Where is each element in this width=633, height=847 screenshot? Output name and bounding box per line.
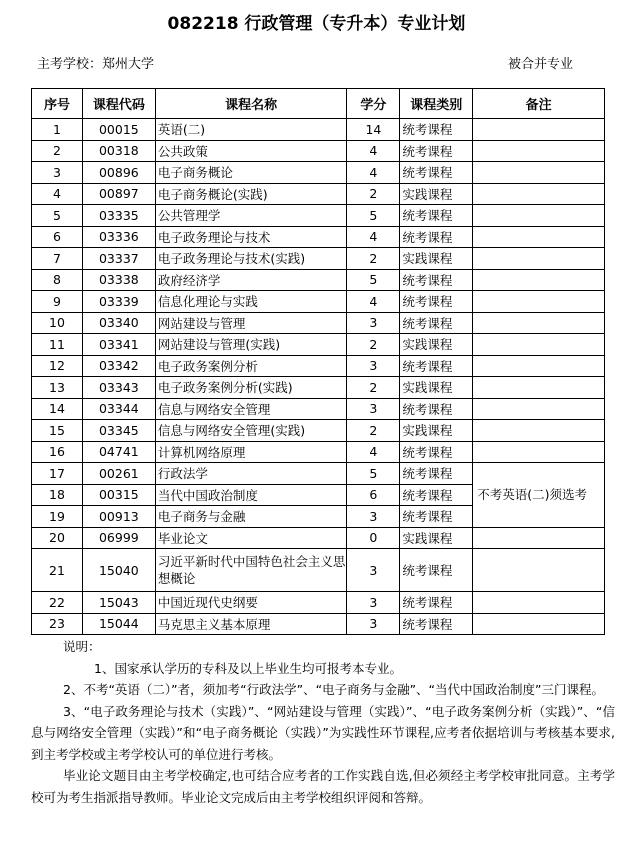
notes-section: [31, 636, 615, 808]
cell-number: 14: [32, 398, 83, 420]
table-row: [32, 183, 605, 205]
cell-credit: 14: [347, 119, 400, 141]
cell-course-type: 统考课程: [400, 291, 473, 313]
cell-course-name: 电子商务概论(实践): [155, 183, 347, 205]
cell-remark: 不考英语(二)须选考: [473, 463, 605, 528]
cell-course-type: 实践课程: [400, 377, 473, 399]
cell-credit: 4: [347, 140, 400, 162]
column-header: 学分: [347, 89, 400, 119]
cell-course-code: 00896: [82, 162, 155, 184]
cell-course-type: 统考课程: [400, 592, 473, 614]
cell-course-code: 00315: [82, 484, 155, 506]
cell-course-code: 00913: [82, 506, 155, 528]
cell-course-code: 03339: [82, 291, 155, 313]
cell-course-code: 03342: [82, 355, 155, 377]
cell-course-code: 03338: [82, 269, 155, 291]
cell-course-type: 统考课程: [400, 398, 473, 420]
cell-course-code: 00015: [82, 119, 155, 141]
cell-credit: 3: [347, 613, 400, 635]
cell-remark: [473, 312, 605, 334]
cell-number: 22: [32, 592, 83, 614]
cell-course-code: 03343: [82, 377, 155, 399]
cell-course-name: 习近平新时代中国特色社会主义思想概论: [155, 549, 347, 592]
cell-course-name: 行政法学: [155, 463, 347, 485]
column-header: 课程代码: [82, 89, 155, 119]
cell-course-name: 公共管理学: [155, 205, 347, 227]
cell-course-code: 15044: [82, 613, 155, 635]
cell-course-code: 06999: [82, 527, 155, 549]
cell-course-type: 实践课程: [400, 334, 473, 356]
cell-course-name: 中国近现代史纲要: [155, 592, 347, 614]
cell-course-type: 统考课程: [400, 506, 473, 528]
cell-remark: [473, 183, 605, 205]
cell-number: 18: [32, 484, 83, 506]
cell-remark: [473, 592, 605, 614]
table-row: [32, 463, 605, 485]
note-item: 1、国家承认学历的专科及以上毕业生均可报考本专业。: [94, 660, 402, 676]
cell-course-code: 03345: [82, 420, 155, 442]
cell-course-code: 03337: [82, 248, 155, 270]
cell-remark: [473, 248, 605, 270]
cell-credit: 2: [347, 248, 400, 270]
cell-course-type: 统考课程: [400, 441, 473, 463]
cell-remark: [473, 162, 605, 184]
table-row: [32, 226, 605, 248]
cell-course-name: 公共政策: [155, 140, 347, 162]
cell-course-name: 毕业论文: [155, 527, 347, 549]
cell-course-type: 统考课程: [400, 312, 473, 334]
cell-course-name: 网站建设与管理(实践): [155, 334, 347, 356]
cell-course-type: 统考课程: [400, 269, 473, 291]
cell-number: 19: [32, 506, 83, 528]
cell-remark: [473, 205, 605, 227]
cell-number: 9: [32, 291, 83, 313]
cell-course-type: 实践课程: [400, 420, 473, 442]
cell-credit: 2: [347, 420, 400, 442]
table-header-row: [32, 89, 605, 119]
page-title: 082218 行政管理（专升本）专业计划: [167, 14, 466, 34]
cell-course-code: 00897: [82, 183, 155, 205]
table-row: [32, 398, 605, 420]
host-school: [37, 53, 154, 72]
cell-course-code: 03340: [82, 312, 155, 334]
cell-course-code: 03335: [82, 205, 155, 227]
cell-course-name: 网站建设与管理: [155, 312, 347, 334]
cell-course-type: 统考课程: [400, 484, 473, 506]
cell-course-type: 实践课程: [400, 527, 473, 549]
cell-course-type: 统考课程: [400, 613, 473, 635]
cell-credit: 5: [347, 269, 400, 291]
cell-course-name: 马克思主义基本原理: [155, 613, 347, 635]
cell-course-name: 当代中国政治制度: [155, 484, 347, 506]
cell-credit: 2: [347, 334, 400, 356]
table-row: [32, 377, 605, 399]
cell-course-name: 电子商务与金融: [155, 506, 347, 528]
cell-number: 2: [32, 140, 83, 162]
cell-number: 17: [32, 463, 83, 485]
cell-course-name: 英语(二): [155, 119, 347, 141]
cell-course-code: 00261: [82, 463, 155, 485]
cell-remark: [473, 269, 605, 291]
cell-number: 13: [32, 377, 83, 399]
table-row: [32, 613, 605, 635]
table-row: [32, 162, 605, 184]
table-row: [32, 269, 605, 291]
host-school-label: 主考学校：: [37, 57, 103, 72]
table-row: [32, 205, 605, 227]
cell-number: 8: [32, 269, 83, 291]
table-row: [32, 140, 605, 162]
cell-credit: 3: [347, 355, 400, 377]
table-row: [32, 291, 605, 313]
cell-course-code: 04741: [82, 441, 155, 463]
cell-remark: [473, 291, 605, 313]
cell-course-code: 03344: [82, 398, 155, 420]
cell-credit: 5: [347, 205, 400, 227]
merged-major-label: 被合并专业: [508, 57, 574, 72]
cell-remark: [473, 420, 605, 442]
cell-course-name: 信息化理论与实践: [155, 291, 347, 313]
column-header: 课程类别: [400, 89, 473, 119]
table-row: [32, 312, 605, 334]
cell-number: 15: [32, 420, 83, 442]
cell-course-type: 统考课程: [400, 463, 473, 485]
cell-course-type: 统考课程: [400, 226, 473, 248]
cell-number: 12: [32, 355, 83, 377]
cell-credit: 4: [347, 291, 400, 313]
cell-course-code: 03336: [82, 226, 155, 248]
cell-remark: [473, 119, 605, 141]
cell-credit: 3: [347, 506, 400, 528]
column-header: 序号: [32, 89, 83, 119]
note-item: 3、“电子政务理论与技术（实践）”、“网站建设与管理（实践）”、“电子政务案例分析（实践）”、“信息与网络安全管理（实践）”和“电子商务概论（实践）”为实践性环节课程,应考者依据培训与考核基本要求,到主考学校或主考学校认可的单位进行考核。: [31, 703, 615, 762]
cell-course-name: 计算机网络原理: [155, 441, 347, 463]
table-row: [32, 527, 605, 549]
cell-credit: 2: [347, 377, 400, 399]
cell-number: 4: [32, 183, 83, 205]
cell-number: 20: [32, 527, 83, 549]
cell-number: 11: [32, 334, 83, 356]
cell-course-name: 信息与网络安全管理(实践): [155, 420, 347, 442]
cell-course-code: 03341: [82, 334, 155, 356]
cell-credit: 5: [347, 463, 400, 485]
cell-course-name: 电子商务概论: [155, 162, 347, 184]
cell-course-name: 电子政务案例分析: [155, 355, 347, 377]
cell-remark: [473, 334, 605, 356]
table-row: [32, 441, 605, 463]
cell-credit: 2: [347, 183, 400, 205]
cell-course-type: 实践课程: [400, 183, 473, 205]
cell-credit: 4: [347, 441, 400, 463]
cell-credit: 6: [347, 484, 400, 506]
cell-course-code: 15043: [82, 592, 155, 614]
cell-remark: [473, 226, 605, 248]
table-row: [32, 549, 605, 592]
table-row: [32, 119, 605, 141]
cell-course-type: 统考课程: [400, 355, 473, 377]
note-item: 毕业论文题目由主考学校确定,也可结合应考者的工作实践自选,但必须经主考学校审批同意。主考学校可为考生指派指导教师。毕业论文完成后由主考学校组织评阅和答辩。: [31, 768, 615, 805]
course-plan-table: [31, 88, 605, 635]
notes-heading: 说明：: [63, 639, 101, 654]
cell-number: 10: [32, 312, 83, 334]
cell-remark: [473, 441, 605, 463]
table-row: [32, 248, 605, 270]
cell-credit: 3: [347, 549, 400, 592]
host-school-name: 郑州大学: [102, 57, 155, 72]
cell-number: 21: [32, 549, 83, 592]
cell-course-type: 统考课程: [400, 140, 473, 162]
cell-remark: [473, 377, 605, 399]
cell-remark: [473, 398, 605, 420]
cell-credit: 3: [347, 592, 400, 614]
column-header: 备注: [473, 89, 605, 119]
cell-number: 7: [32, 248, 83, 270]
cell-course-type: 实践课程: [400, 248, 473, 270]
cell-remark: [473, 549, 605, 592]
cell-number: 6: [32, 226, 83, 248]
cell-credit: 3: [347, 398, 400, 420]
table-row: [32, 355, 605, 377]
cell-number: 1: [32, 119, 83, 141]
cell-credit: 4: [347, 162, 400, 184]
cell-number: 23: [32, 613, 83, 635]
cell-course-name: 电子政务案例分析(实践): [155, 377, 347, 399]
cell-course-code: 00318: [82, 140, 155, 162]
cell-course-name: 信息与网络安全管理: [155, 398, 347, 420]
cell-number: 3: [32, 162, 83, 184]
cell-course-name: 政府经济学: [155, 269, 347, 291]
cell-course-type: 统考课程: [400, 549, 473, 592]
cell-number: 5: [32, 205, 83, 227]
cell-credit: 0: [347, 527, 400, 549]
cell-remark: [473, 140, 605, 162]
cell-course-type: 统考课程: [400, 205, 473, 227]
cell-course-code: 15040: [82, 549, 155, 592]
table-row: [32, 420, 605, 442]
cell-credit: 4: [347, 226, 400, 248]
cell-remark: [473, 613, 605, 635]
cell-number: 16: [32, 441, 83, 463]
cell-course-name: 电子政务理论与技术(实践): [155, 248, 347, 270]
cell-remark: [473, 527, 605, 549]
cell-course-name: 电子政务理论与技术: [155, 226, 347, 248]
cell-course-type: 统考课程: [400, 162, 473, 184]
cell-remark: [473, 355, 605, 377]
table-row: [32, 592, 605, 614]
cell-credit: 3: [347, 312, 400, 334]
cell-course-type: 统考课程: [400, 119, 473, 141]
column-header: 课程名称: [155, 89, 347, 119]
table-row: [32, 334, 605, 356]
note-item: 2、不考“英语（二）”者，须加考“行政法学”、“电子商务与金融”、“当代中国政治制度”三门课程。: [63, 682, 605, 697]
